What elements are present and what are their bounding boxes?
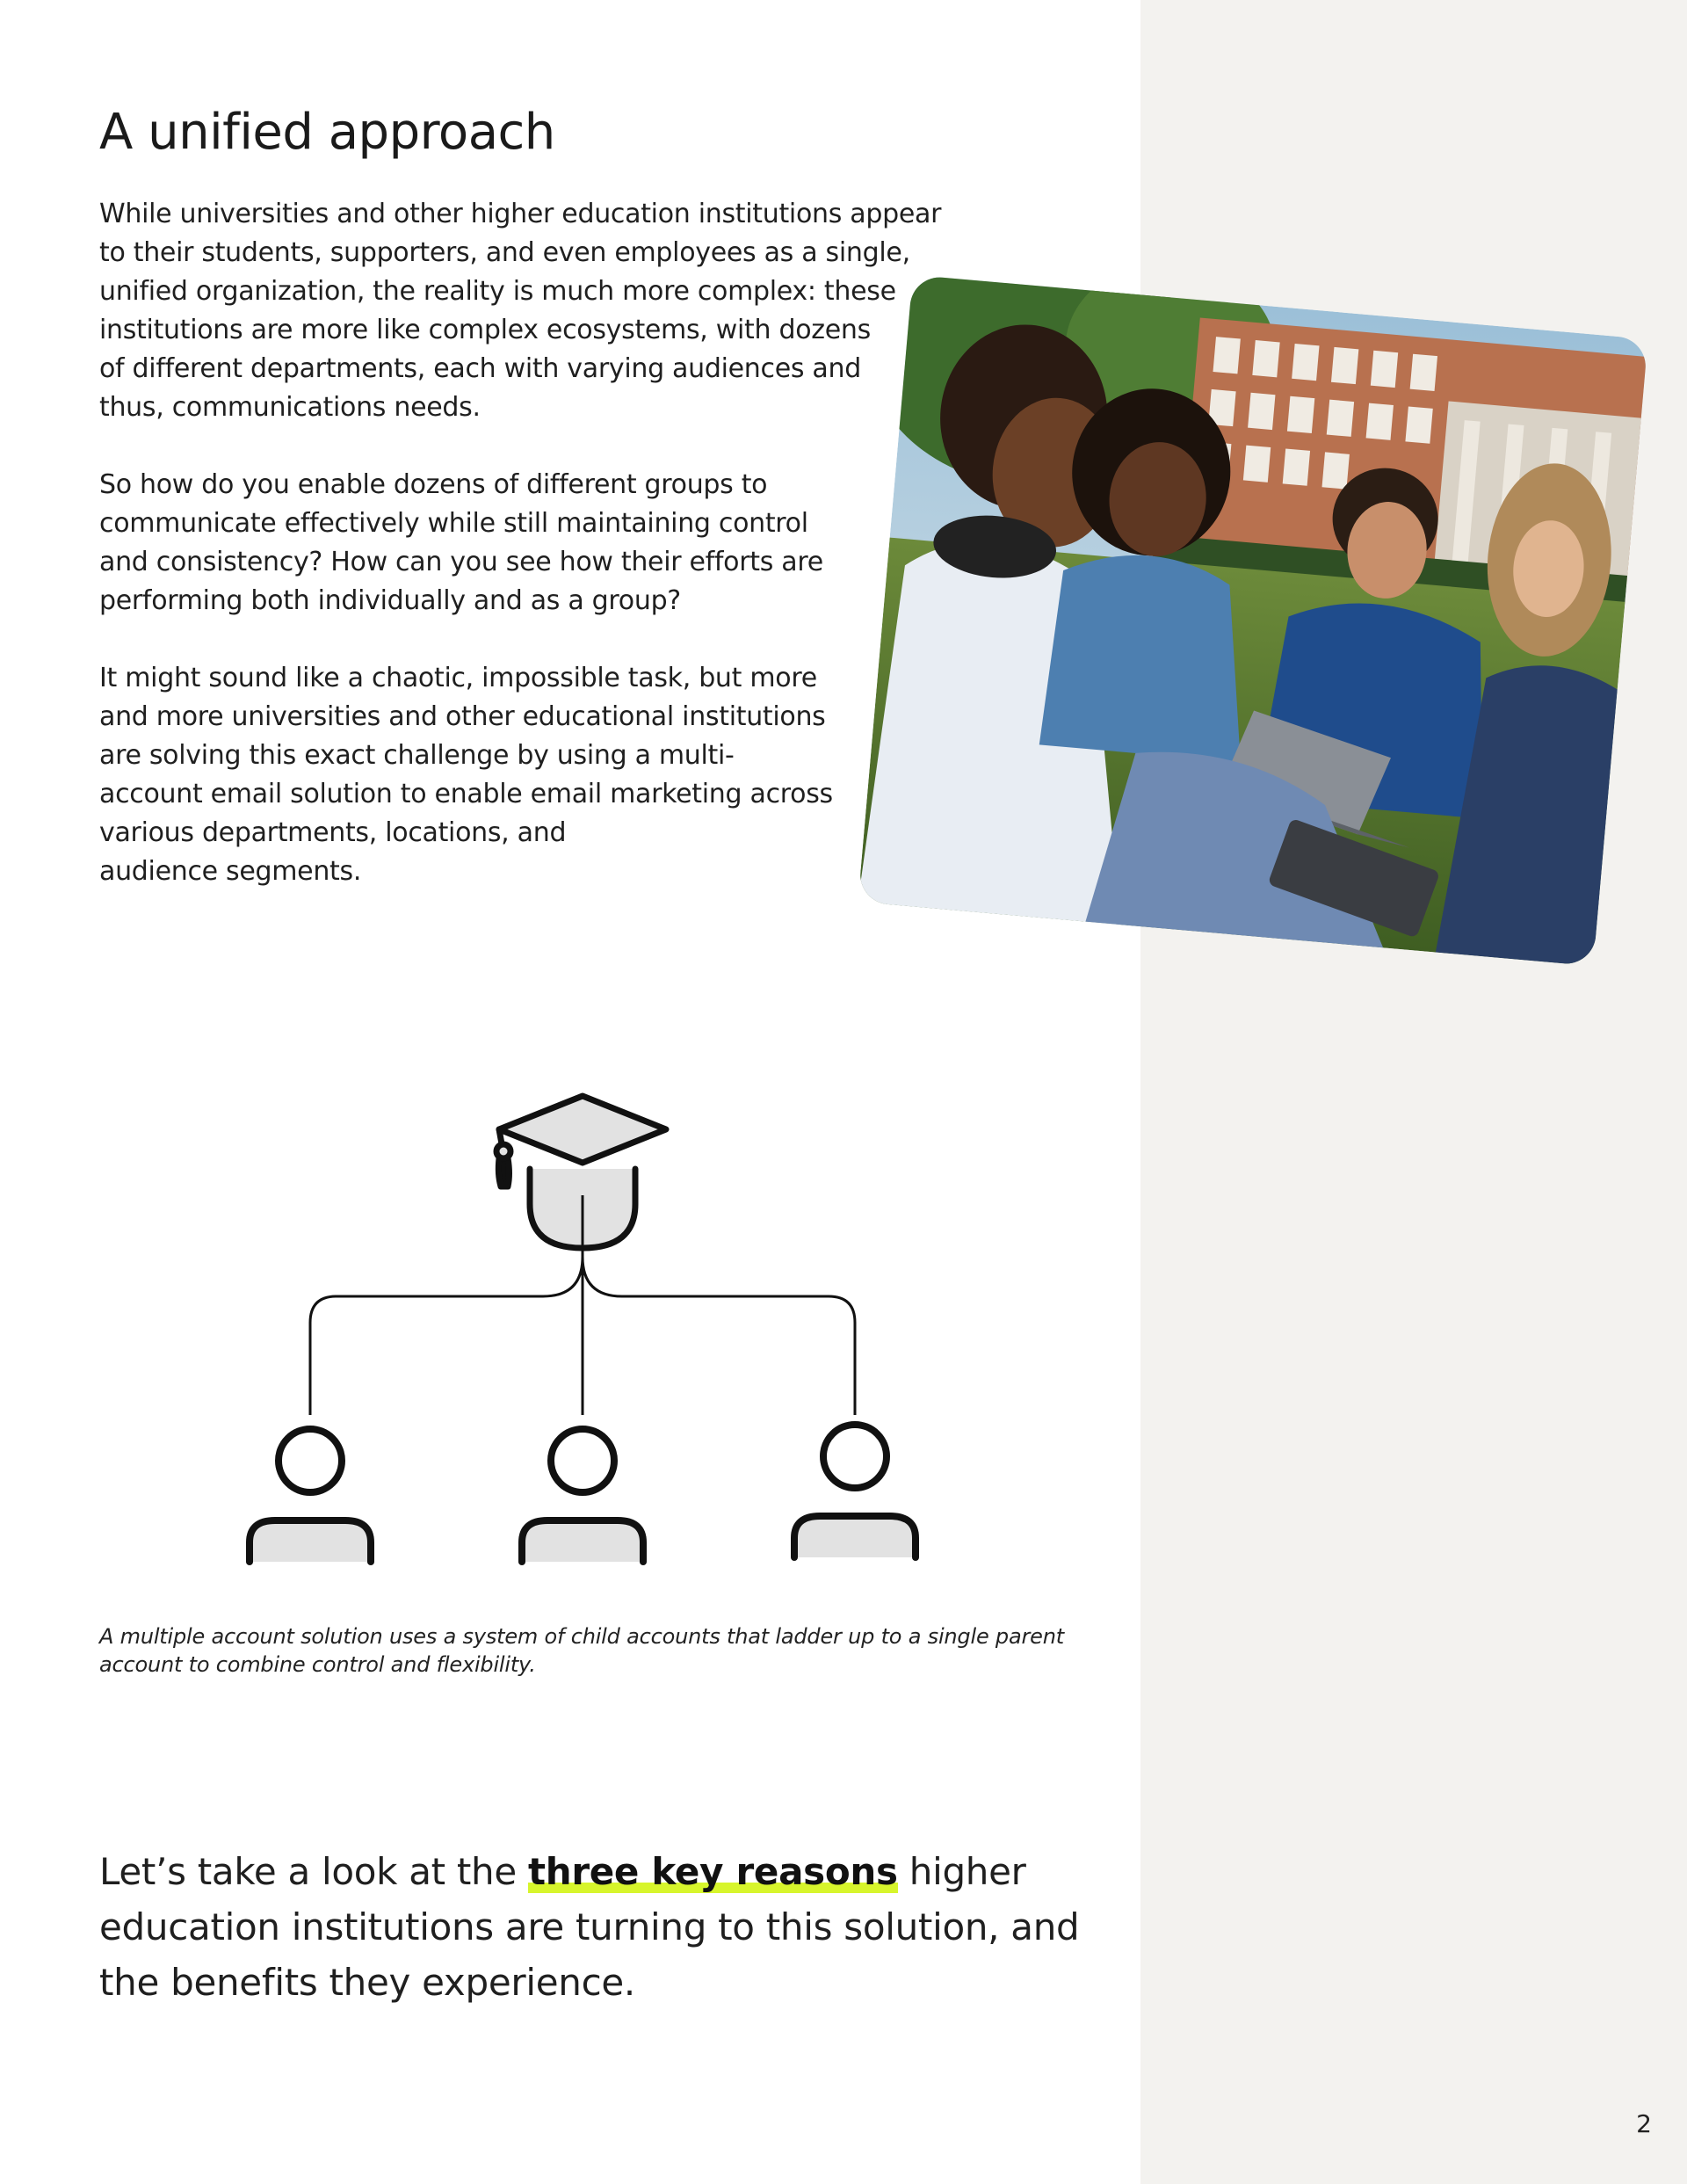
caption-line: A multiple account solution uses a system of child accounts that ladder up to a single parent: [99, 1624, 1064, 1649]
text-line: of different departments, each with varying audiences and: [99, 353, 861, 384]
text-line: institutions are more like complex ecosystems, with dozens: [99, 315, 871, 345]
closing-line-2: education institutions are turning to this solution, and: [99, 1905, 1080, 1948]
closing-text: Let’s take a look at the: [99, 1850, 528, 1893]
page-title: A unified approach: [99, 104, 555, 161]
text-line: various departments, locations, and: [99, 817, 567, 848]
caption-line: account to combine control and flexibility.: [99, 1652, 536, 1677]
text-line: unified organization, the reality is much more complex: these: [99, 276, 896, 307]
text-line: communicate effectively while still maintaining control: [99, 508, 808, 539]
paragraph-3: [99, 659, 943, 891]
diagram-caption: [99, 1622, 1083, 1679]
closing-line-3: the benefits they experience.: [99, 1961, 635, 2004]
text-line: So how do you enable dozens of different groups to: [99, 469, 768, 500]
connector-lines: [310, 1195, 855, 1415]
paragraph-2: [99, 466, 943, 620]
text-line: and more universities and other educational institutions: [99, 701, 826, 732]
highlighted-phrase: three key reasons: [527, 1850, 898, 1893]
person-icon: [250, 1429, 371, 1562]
body-text: [99, 195, 943, 930]
text-line: It might sound like a chaotic, impossible task, but more: [99, 663, 817, 693]
closing-text: higher: [897, 1850, 1026, 1893]
text-line: to their students, supporters, and even employees as a single,: [99, 237, 910, 268]
text-line: and consistency? How can you see how their efforts are: [99, 547, 823, 577]
page-number: 2: [1636, 2109, 1652, 2138]
account-hierarchy-diagram: [235, 1046, 938, 1573]
text-line: thus, communications needs.: [99, 392, 481, 423]
text-line: audience segments.: [99, 856, 362, 887]
person-icon: [794, 1425, 916, 1557]
closing-line-1: [99, 1844, 1101, 1899]
text-line: account email solution to enable email marketing across: [99, 779, 833, 809]
text-line: While universities and other higher education institutions appear: [99, 199, 942, 229]
person-icon: [522, 1429, 643, 1562]
text-line: are solving this exact challenge by using a multi-: [99, 740, 735, 771]
text-line: performing both individually and as a group?: [99, 585, 681, 616]
students-photo: [858, 275, 1647, 966]
paragraph-1: [99, 195, 943, 427]
closing-statement: [99, 1844, 1101, 2010]
